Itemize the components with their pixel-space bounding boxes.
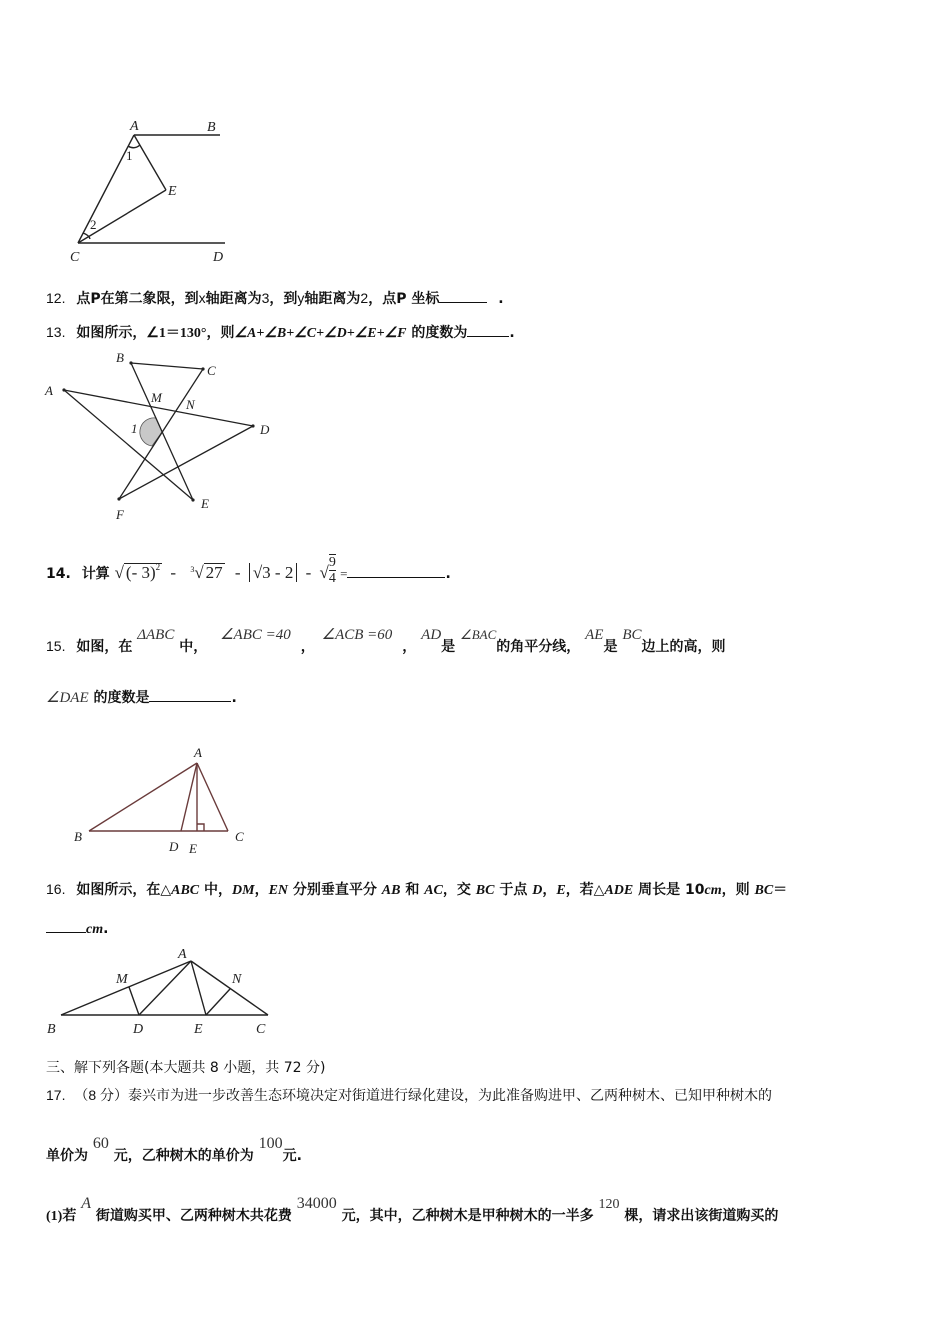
comma: ，: [542, 882, 557, 898]
section-3-heading: 三、解下列各题(本大题共 8 小题，共 72 分): [46, 1060, 326, 1076]
fraction: [329, 554, 336, 586]
q16-text: 中，: [199, 882, 233, 898]
question-number: 14.: [46, 565, 71, 582]
label-b: B: [116, 350, 124, 365]
q16-text: 如图所示，在△: [76, 882, 172, 898]
exponent: 2: [155, 561, 161, 572]
figure-q11-parallel-lines: [60, 112, 240, 267]
q15-text: 如图，在: [76, 639, 133, 655]
q16-text: 于点: [494, 882, 533, 898]
label-e: E: [201, 496, 209, 511]
q13-angle: ∠1＝130°: [146, 326, 207, 341]
q12-text: 轴距离为: [304, 291, 361, 307]
q17-text: 元.: [282, 1148, 302, 1164]
question-score: （8 分）: [74, 1087, 129, 1103]
radicand: [124, 563, 162, 584]
part-label: (1)若: [46, 1209, 77, 1224]
q15-text: 的度数是: [88, 690, 150, 706]
label-n: N: [232, 972, 242, 987]
period: .: [103, 921, 109, 937]
q12-text: 轴距离为: [205, 291, 262, 307]
q15-triangle: ΔABC: [137, 627, 175, 643]
q15-text: 是: [603, 639, 618, 655]
q16-cm: cm: [704, 883, 722, 898]
q15-text: 是: [441, 639, 456, 655]
label-n: N: [186, 397, 195, 412]
q16-cm: cm: [86, 922, 104, 937]
q17-text: 单价为: [46, 1148, 88, 1164]
sqrt-sign: √: [319, 562, 329, 582]
q16-bc: BC: [754, 883, 774, 898]
question-13: [46, 322, 515, 343]
minus: -: [234, 562, 241, 582]
price-a: 60: [92, 1135, 109, 1152]
minus: -: [170, 562, 177, 582]
label-m: M: [116, 972, 128, 987]
label-c: C: [235, 829, 244, 844]
street-name: A: [81, 1195, 91, 1212]
label-c: C: [256, 1022, 266, 1037]
period: .: [445, 565, 451, 582]
cube-index: 3: [190, 564, 195, 574]
question-17: [46, 1086, 772, 1105]
answer-blank[interactable]: [46, 918, 86, 933]
q16-text: 和: [400, 882, 425, 898]
label-d: D: [169, 839, 179, 854]
label-e: E: [189, 841, 197, 856]
q17-text: 街道购买甲、乙两种树木共花费: [95, 1208, 292, 1224]
figure-q13-star: [40, 345, 290, 525]
q15-angle-bac: ∠BAC: [460, 627, 497, 642]
q15-text: 边上的高，则: [641, 639, 726, 655]
question-12: [46, 288, 504, 308]
q16-text: ，交: [442, 882, 476, 898]
radicand: 27: [205, 562, 223, 582]
q13-expression: ∠A+∠B+∠C+∠D+∠E+∠F: [234, 326, 407, 341]
label-c: C: [70, 250, 80, 265]
q17-text: 棵，请求出该街道购买的: [624, 1208, 779, 1224]
q17-text: 元，乙种树木的单价为: [113, 1148, 254, 1164]
q15-angle-acb: ∠ACB =60: [321, 627, 393, 643]
comma: ，: [402, 639, 417, 655]
question-17-line2: [46, 1135, 302, 1165]
q15-ae: AE: [585, 627, 604, 643]
label-a: A: [194, 745, 202, 760]
question-number: 15.: [46, 638, 66, 654]
q15-ad: AD: [421, 627, 442, 643]
label-c: C: [207, 363, 216, 378]
label-a: A: [130, 119, 139, 134]
question-16-cont: [46, 918, 108, 939]
q16-bc: BC: [475, 883, 495, 898]
q14-text: 计算: [81, 565, 110, 582]
question-number: 16.: [46, 881, 66, 897]
q12-text: ，到: [269, 291, 298, 307]
label-e: E: [194, 1022, 203, 1037]
minus: -: [305, 562, 312, 582]
label-m: M: [151, 390, 162, 405]
q16-ade: ADE: [604, 883, 634, 898]
q16-dm: DM: [232, 883, 255, 898]
label-d: D: [133, 1022, 144, 1037]
period: .: [509, 325, 515, 341]
q14-expression: [114, 555, 348, 586]
equals: =: [340, 565, 348, 581]
figure-q16-triangle: [40, 940, 290, 1040]
answer-blank[interactable]: [467, 322, 509, 337]
question-number: 12.: [46, 290, 66, 306]
q15-angle-abc: ∠ABC =40: [220, 627, 291, 643]
q12-value: 2: [360, 290, 369, 306]
total-cost: 34000: [296, 1195, 337, 1212]
sqrt-sign: √: [114, 562, 124, 582]
answer-blank[interactable]: [439, 288, 487, 303]
q12-y: y: [297, 290, 305, 306]
q16-text: ，则: [721, 882, 755, 898]
q16-abc: ABC: [171, 883, 200, 898]
q12-x: x: [198, 290, 206, 306]
term1: (- 3): [125, 562, 156, 582]
label-angle1: 1: [131, 421, 138, 436]
label-a: A: [45, 383, 53, 398]
label-angle2: 2: [90, 217, 97, 232]
q15-text: 的角平分线，: [496, 639, 581, 655]
label-e: E: [168, 184, 177, 199]
q17-text: 泰兴市为进一步改善生态环境决定对街道进行绿化建设，为此准备购进甲、乙两种树木、已知甲种树木的: [128, 1087, 773, 1103]
question-number: 13.: [46, 324, 66, 340]
q13-text: 的度数为: [406, 325, 468, 341]
sqrt-sign: √: [194, 562, 204, 582]
q16-text: ，若△: [565, 882, 605, 898]
answer-blank[interactable]: [149, 687, 231, 702]
numerator: 9: [328, 555, 336, 570]
question-15: [46, 627, 726, 656]
label-b: B: [74, 829, 82, 844]
q15-angle-dae: ∠DAE: [46, 690, 89, 706]
q13-text: ，则: [206, 325, 235, 341]
comma: ，: [254, 882, 269, 898]
label-b: B: [47, 1022, 56, 1037]
question-15-cont: [46, 687, 237, 707]
denominator: 4: [328, 571, 336, 586]
question-14: [46, 555, 451, 586]
question-number: 17.: [46, 1087, 66, 1103]
extra-count: 120: [598, 1197, 620, 1212]
q15-text: 中，: [179, 639, 208, 655]
label-d: D: [260, 422, 270, 437]
q15-bc: BC: [622, 627, 642, 643]
q16-e: E: [556, 883, 566, 898]
period: .: [498, 291, 504, 307]
label-f: F: [116, 507, 124, 522]
label-a: A: [178, 947, 187, 962]
q13-text: 如图所示，: [76, 325, 147, 341]
question-17-part1: [46, 1195, 779, 1226]
figure-q15-triangle: [60, 735, 260, 860]
q16-ab: AB: [381, 883, 401, 898]
answer-blank[interactable]: [347, 563, 445, 578]
q16-ac: AC: [424, 883, 443, 898]
q16-text: 分别垂直平分: [288, 882, 382, 898]
q16-text: 周长是 10: [633, 882, 705, 898]
question-16: [46, 880, 787, 900]
q16-d: D: [532, 883, 543, 898]
label-angle1: 1: [126, 148, 133, 163]
price-b: 100: [258, 1135, 283, 1152]
label-d: D: [213, 250, 224, 265]
period: .: [231, 690, 237, 706]
comma: ，: [300, 639, 315, 655]
q16-en: EN: [268, 883, 289, 898]
equals: ＝: [773, 882, 788, 898]
q12-text: ，点P 坐标: [368, 291, 440, 307]
label-b: B: [207, 120, 216, 135]
q12-text: 点P在第二象限，到: [76, 291, 199, 307]
q17-text: 元，其中，乙种树木是甲种树木的一半多: [341, 1208, 594, 1224]
q12-value: 3: [261, 290, 270, 306]
absolute-value: √3 - 2: [249, 563, 298, 582]
